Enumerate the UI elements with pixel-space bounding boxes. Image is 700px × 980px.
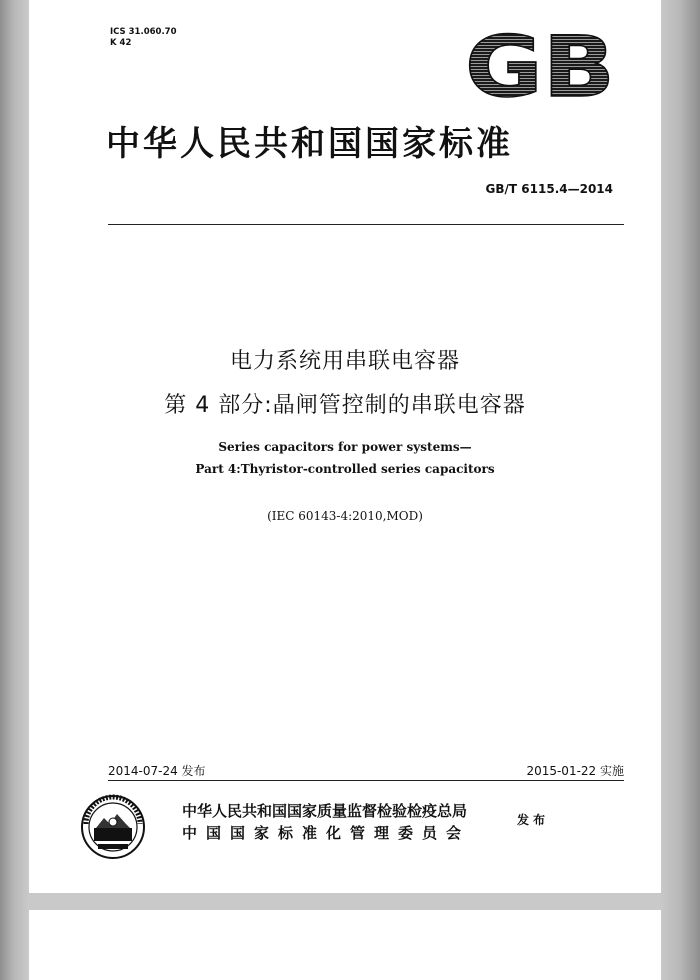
classification-codes: [110, 27, 177, 49]
publish-label: 发布: [517, 813, 550, 827]
issuer-aqsiq: 中华人民共和国国家质量监督检验检疫总局: [182, 802, 468, 820]
gb-logo: [460, 30, 620, 102]
issuer-sac: 中国国家标准化管理委员会: [182, 824, 471, 842]
top-divider: [108, 224, 624, 225]
standard-cover-page: [29, 0, 661, 893]
gb-logo-text: GB: [465, 30, 615, 102]
ccs-code: K 42: [110, 38, 132, 48]
issue-date: 2014-07-24 发布: [108, 764, 206, 778]
bottom-divider: [108, 780, 624, 781]
implementation-date: 2015-01-22 实施: [526, 764, 624, 778]
seal-emblem-icon: [80, 794, 146, 860]
title-en-line1: Series capacitors for power systems—: [218, 440, 472, 454]
title-cn-line2: 第 4 部分:晶闸管控制的串联电容器: [164, 393, 526, 418]
standard-number: GB/T 6115.4—2014: [485, 182, 613, 196]
national-standard-heading: 中华人民共和国国家标准: [106, 124, 513, 164]
ics-code: ICS 31.060.70: [110, 27, 177, 37]
next-page-edge: [29, 910, 661, 980]
iec-equivalence: (IEC 60143-4:2010,MOD): [267, 509, 423, 523]
issuing-authorities: [182, 800, 470, 844]
title-en-line2: Part 4:Thyristor-controlled series capacitors: [195, 462, 495, 476]
title-cn-line1: 电力系统用串联电容器: [229, 349, 460, 374]
